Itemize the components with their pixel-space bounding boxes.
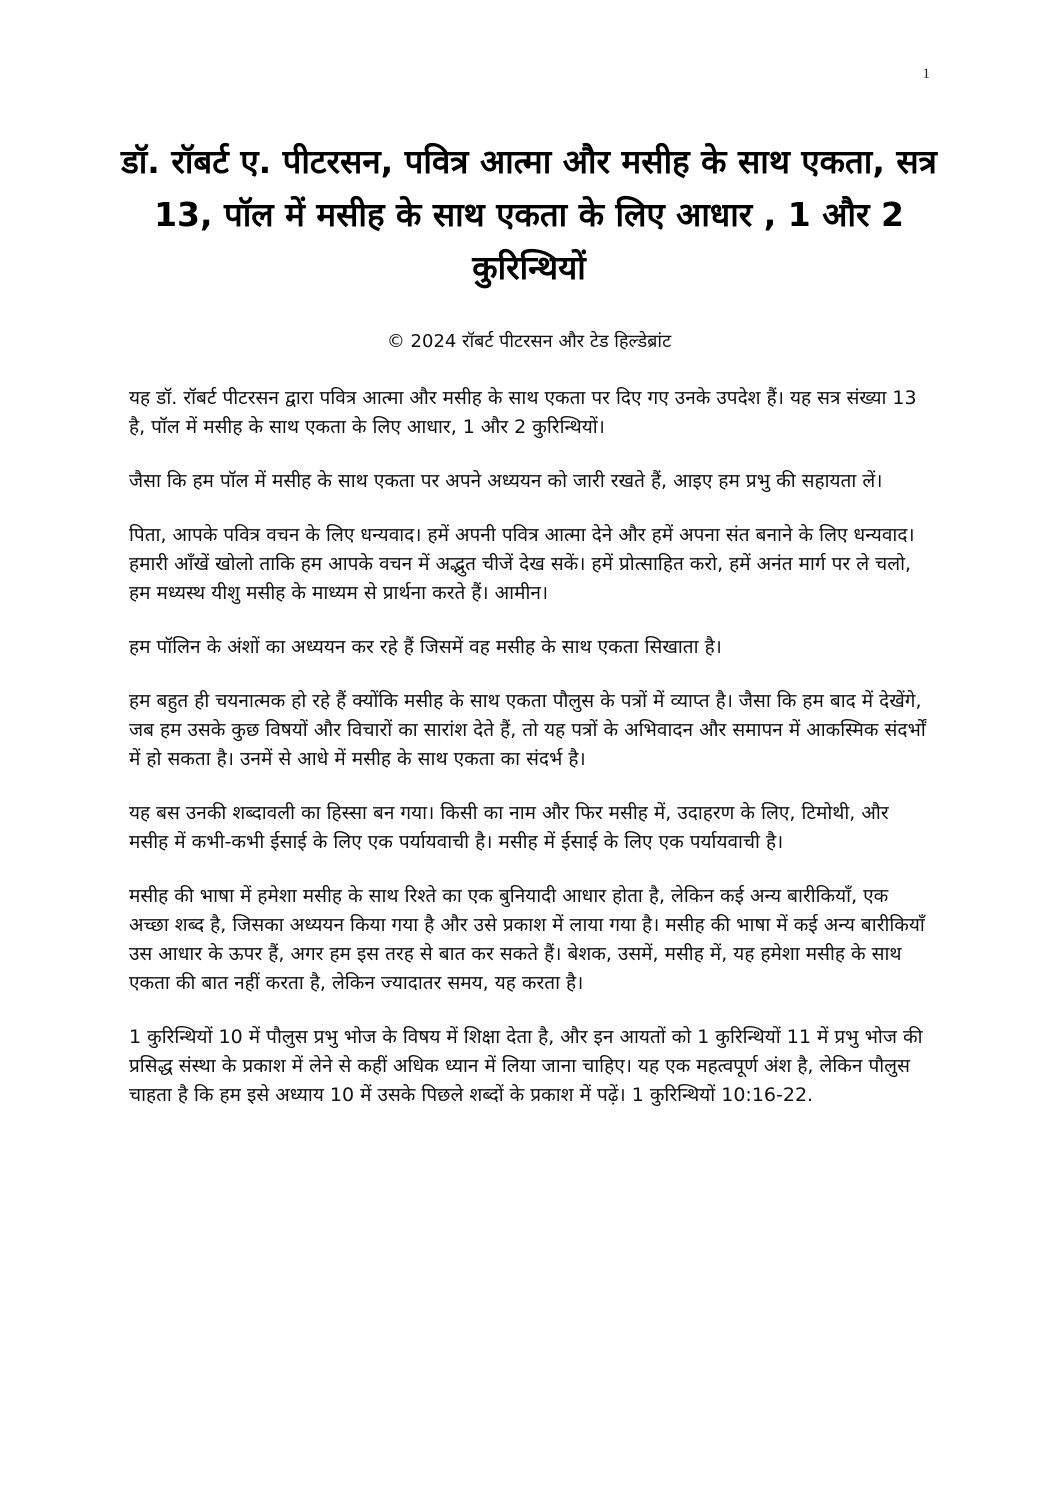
- document-title: डॉ. रॉबर्ट ए. पीटरसन, पवित्र आत्मा और मसीह के साथ एकता, सत्र 13, पॉल में मसीह के साथ एकता के लिए आधार , 1 और 2 कुरिन्थियों: [121, 142, 937, 287]
- paragraph-transition: जैसा कि हम पॉल में मसीह के साथ एकता पर अपने अध्ययन को जारी रखते हैं, आइए हम प्रभु की सहायता लें।: [129, 470, 883, 492]
- paragraph-passages: हम पॉलिन के अंशों का अध्ययन कर रहे हैं जिसमें वह मसीह के साथ एकता सिखाता है।: [129, 636, 722, 658]
- paragraph-corinthians: 1 कुरिन्थियों 10 में पौलुस प्रभु भोज के विषय में शिक्षा देता है, और इन आयतों को 1 कुरिन्थियों 11 में प्रभु भोज की प्रसिद्ध संस्था के प्रकाश में लेने से कहीं अधिक ध्यान में लिया जाना चाहिए। यह एक महत्वपूर्ण अंश है, लेकिन पौलुस चाहता है कि हम इसे अध्याय 10 में उसके पिछले शब्दों के प्रकाश में पढ़ें। 1 कुरिन्थियों 10:16-22.: [129, 1026, 923, 1106]
- page-number: 1: [922, 66, 930, 82]
- paragraph-selective: हम बहुत ही चयनात्मक हो रहे हैं क्योंकि मसीह के साथ एकता पौलुस के पत्रों में व्याप्त है। जैसा कि हम बाद में देखेंगे, जब हम उसके कुछ विषयों और विचारों का सारांश देते हैं, तो यह पत्रों के अभिवादन और समापन में आकस्मिक संदर्भों में हो सकता है। उनमें से आधे में मसीह के साथ एकता का संदर्भ है।: [129, 690, 926, 770]
- paragraph-language: मसीह की भाषा में हमेशा मसीह के साथ रिश्ते का एक बुनियादी आधार होता है, लेकिन कई अन्य बारीकियाँ, एक अच्छा शब्द है, जिसका अध्ययन किया गया है और उसे प्रकाश में लाया गया है। मसीह की भाषा में कई अन्य बारीकियाँ उस आधार के ऊपर हैं, अगर हम इस तरह से बात कर सकते हैं। बेशक, उसमें, मसीह में, यह हमेशा मसीह के साथ एकता की बात नहीं करता है, लेकिन ज्यादातर समय, यह करता है।: [129, 885, 925, 994]
- paragraph-intro: यह डॉ. रॉबर्ट पीटरसन द्वारा पवित्र आत्मा और मसीह के साथ एकता पर दिए गए उनके उपदेश हैं। यह सत्र संख्या 13 है, पॉल में मसीह के साथ एकता के लिए आधार, 1 और 2 कुरिन्थियों।: [129, 387, 917, 438]
- document-body: [129, 384, 929, 1135]
- paragraph-vocabulary: यह बस उनकी शब्दावली का हिस्सा बन गया। किसी का नाम और फिर मसीह में, उदाहरण के लिए, टिमोथी, और मसीह में कभी-कभी ईसाई के लिए एक पर्यायवाची है। मसीह में ईसाई के लिए एक पर्यायवाची है।: [129, 802, 889, 853]
- paragraph-prayer: पिता, आपके पवित्र वचन के लिए धन्यवाद। हमें अपनी पवित्र आत्मा देने और हमें अपना संत बनाने के लिए धन्यवाद। हमारी आँखें खोलो ताकि हम आपके वचन में अद्भुत चीजें देख सकें। हमें प्रोत्साहित करो, हमें अनंत मार्ग पर ले चलो, हम मध्यस्थ यीशु मसीह के माध्यम से प्रार्थना करते हैं। आमीन।: [129, 524, 915, 604]
- copyright-line: © 2024 रॉबर्ट पीटरसन और टेड हिल्डेब्रांट: [386, 331, 672, 352]
